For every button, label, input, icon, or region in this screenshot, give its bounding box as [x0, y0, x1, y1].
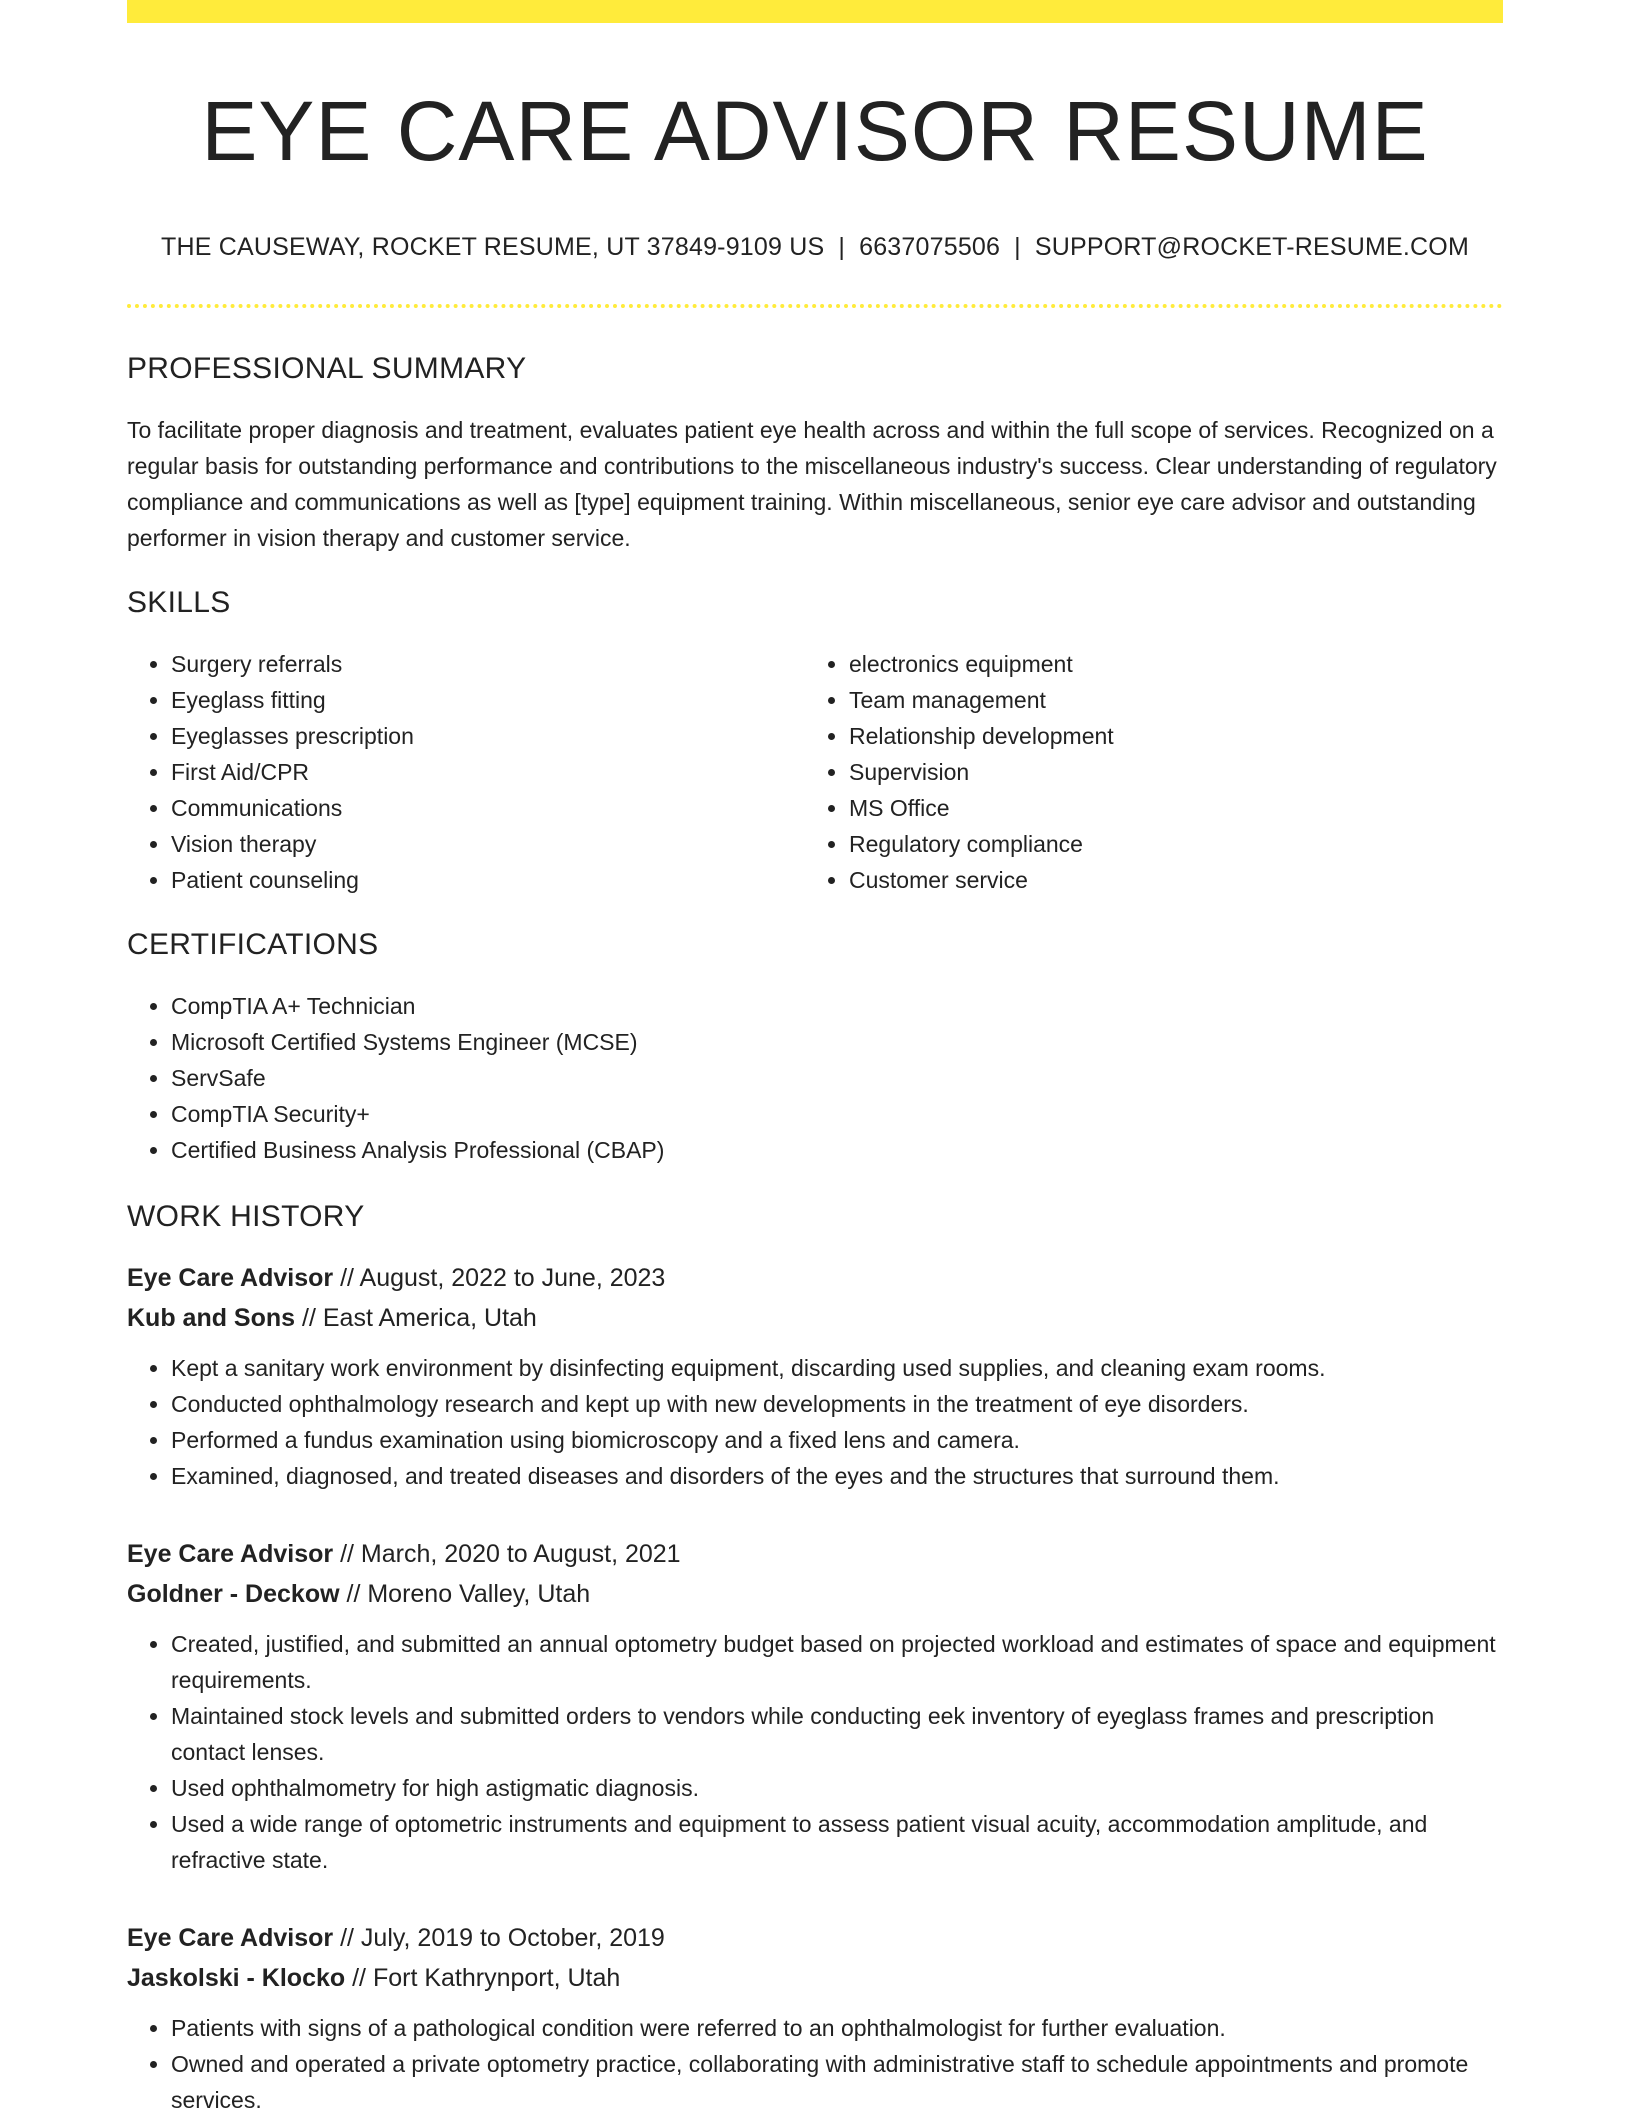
job-separator: //: [295, 1304, 323, 1333]
job-bullets: [127, 1350, 1503, 1494]
resume-title: EYE CARE ADVISOR RESUME: [201, 84, 1429, 178]
skill-item: • Communications: [171, 790, 805, 826]
skill-item: • Eyeglasses prescription: [171, 718, 805, 754]
job-entry: [127, 1918, 1503, 2118]
job-role-line: [127, 1918, 1503, 1958]
job-company-line: [127, 1958, 1503, 1998]
skill-item: • Customer service: [849, 862, 1483, 898]
job-company: Kub and Sons: [127, 1304, 296, 1333]
contact-email: SUPPORT@ROCKET-RESUME.COM: [1034, 233, 1469, 262]
job-company-line: [127, 1574, 1503, 1614]
resume-page: [127, 0, 1503, 2118]
job-bullet: • Maintained stock levels and submitted orders to vendors while conducting eek inventory of eyeglass frames and prescription contact lenses.: [171, 1698, 1503, 1770]
job-role-line: [127, 1534, 1503, 1574]
summary-text: To facilitate proper diagnosis and treatment, evaluates patient eye health across and within the full scope of services. Recognized on a regular basis for outstanding performance and contributions to the miscellaneous industry's success. Clear understanding of regulatory compliance and communications as well as [type] equipment training. Within miscellaneous, senior eye care advisor and outstanding performer in vision therapy and customer service.: [127, 417, 1497, 552]
skill-item: • MS Office: [849, 790, 1483, 826]
skills-heading: SKILLS: [127, 586, 231, 620]
certification-item: • ServSafe: [171, 1060, 1503, 1096]
job-dates: August, 2022 to June, 2023: [359, 1264, 666, 1293]
job-separator: //: [333, 1540, 361, 1569]
skill-item: • Supervision: [849, 754, 1483, 790]
job-bullet: • Owned and operated a private optometry practice, collaborating with administrative staff to schedule appointments and promote services.: [171, 2046, 1503, 2118]
contact-separator: |: [1014, 233, 1021, 262]
job-role-line: [127, 1258, 1503, 1298]
job-entry: [127, 1258, 1503, 1494]
skill-item: • Relationship development: [849, 718, 1483, 754]
contact-phone: 6637075506: [859, 233, 1001, 262]
job-location: Moreno Valley, Utah: [367, 1580, 591, 1609]
job-bullets: [127, 2010, 1503, 2118]
job-bullet: • Created, justified, and submitted an annual optometry budget based on projected workload and estimates of space and equipment requirements.: [171, 1626, 1503, 1698]
job-bullet: • Examined, diagnosed, and treated diseases and disorders of the eyes and the structures that surround them.: [171, 1458, 1503, 1494]
job-bullet: • Performed a fundus examination using biomicroscopy and a fixed lens and camera.: [171, 1422, 1503, 1458]
skill-item: • Vision therapy: [171, 826, 805, 862]
job-bullet: • Used ophthalmometry for high astigmatic diagnosis.: [171, 1770, 1503, 1806]
job-bullet: • Kept a sanitary work environment by disinfecting equipment, discarding used supplies, and cleaning exam rooms.: [171, 1350, 1503, 1386]
skill-item: • Eyeglass fitting: [171, 682, 805, 718]
job-role: Eye Care Advisor: [127, 1540, 334, 1569]
job-location: East America, Utah: [322, 1304, 537, 1333]
work-history-heading: WORK HISTORY: [127, 1200, 365, 1234]
job-entry: [127, 1534, 1503, 1878]
job-company: Goldner - Deckow: [127, 1580, 340, 1609]
accent-top-bar: [127, 0, 1503, 23]
certifications-list: [127, 988, 1503, 1168]
job-bullet: • Conducted ophthalmology research and kept up with new developments in the treatment of eye disorders.: [171, 1386, 1503, 1422]
job-role: Eye Care Advisor: [127, 1264, 334, 1293]
job-dates: March, 2020 to August, 2021: [360, 1540, 681, 1569]
job-separator: //: [333, 1264, 360, 1293]
summary-heading: PROFESSIONAL SUMMARY: [127, 352, 527, 386]
job-dates: July, 2019 to October, 2019: [360, 1924, 665, 1953]
skills-grid: [127, 646, 1503, 898]
certifications-heading: CERTIFICATIONS: [127, 928, 379, 962]
contact-separator: |: [838, 233, 846, 262]
job-company: Jaskolski - Klocko: [127, 1964, 346, 1993]
skill-item: • electronics equipment: [849, 646, 1483, 682]
job-bullet: • Used a wide range of optometric instruments and equipment to assess patient visual acuity, accommodation amplitude, and refractive state.: [171, 1806, 1503, 1878]
skill-item: • First Aid/CPR: [171, 754, 805, 790]
job-bullet: • Patients with signs of a pathological condition were referred to an ophthalmologist for further evaluation.: [171, 2010, 1503, 2046]
certification-item: • Microsoft Certified Systems Engineer (MCSE): [171, 1024, 1503, 1060]
certification-item: • Certified Business Analysis Professional (CBAP): [171, 1132, 1503, 1168]
skill-item: • Regulatory compliance: [849, 826, 1483, 862]
skill-item: • Team management: [849, 682, 1483, 718]
job-separator: //: [345, 1964, 373, 1993]
certification-item: • CompTIA A+ Technician: [171, 988, 1503, 1024]
skill-item: • Surgery referrals: [171, 646, 805, 682]
job-location: Fort Kathrynport, Utah: [372, 1964, 621, 1993]
contact-line: [127, 233, 1503, 262]
job-role: Eye Care Advisor: [127, 1924, 334, 1953]
job-company-line: [127, 1298, 1503, 1338]
skills-list-right: [805, 646, 1483, 898]
contact-address: THE CAUSEWAY, ROCKET RESUME, UT 37849-9109 US: [161, 233, 825, 262]
skill-item: • Patient counseling: [171, 862, 805, 898]
skills-list-left: [127, 646, 805, 898]
job-separator: //: [333, 1924, 361, 1953]
certification-item: • CompTIA Security+: [171, 1096, 1503, 1132]
dotted-divider: [127, 304, 1503, 308]
job-separator: //: [339, 1580, 368, 1609]
job-bullets: [127, 1626, 1503, 1878]
